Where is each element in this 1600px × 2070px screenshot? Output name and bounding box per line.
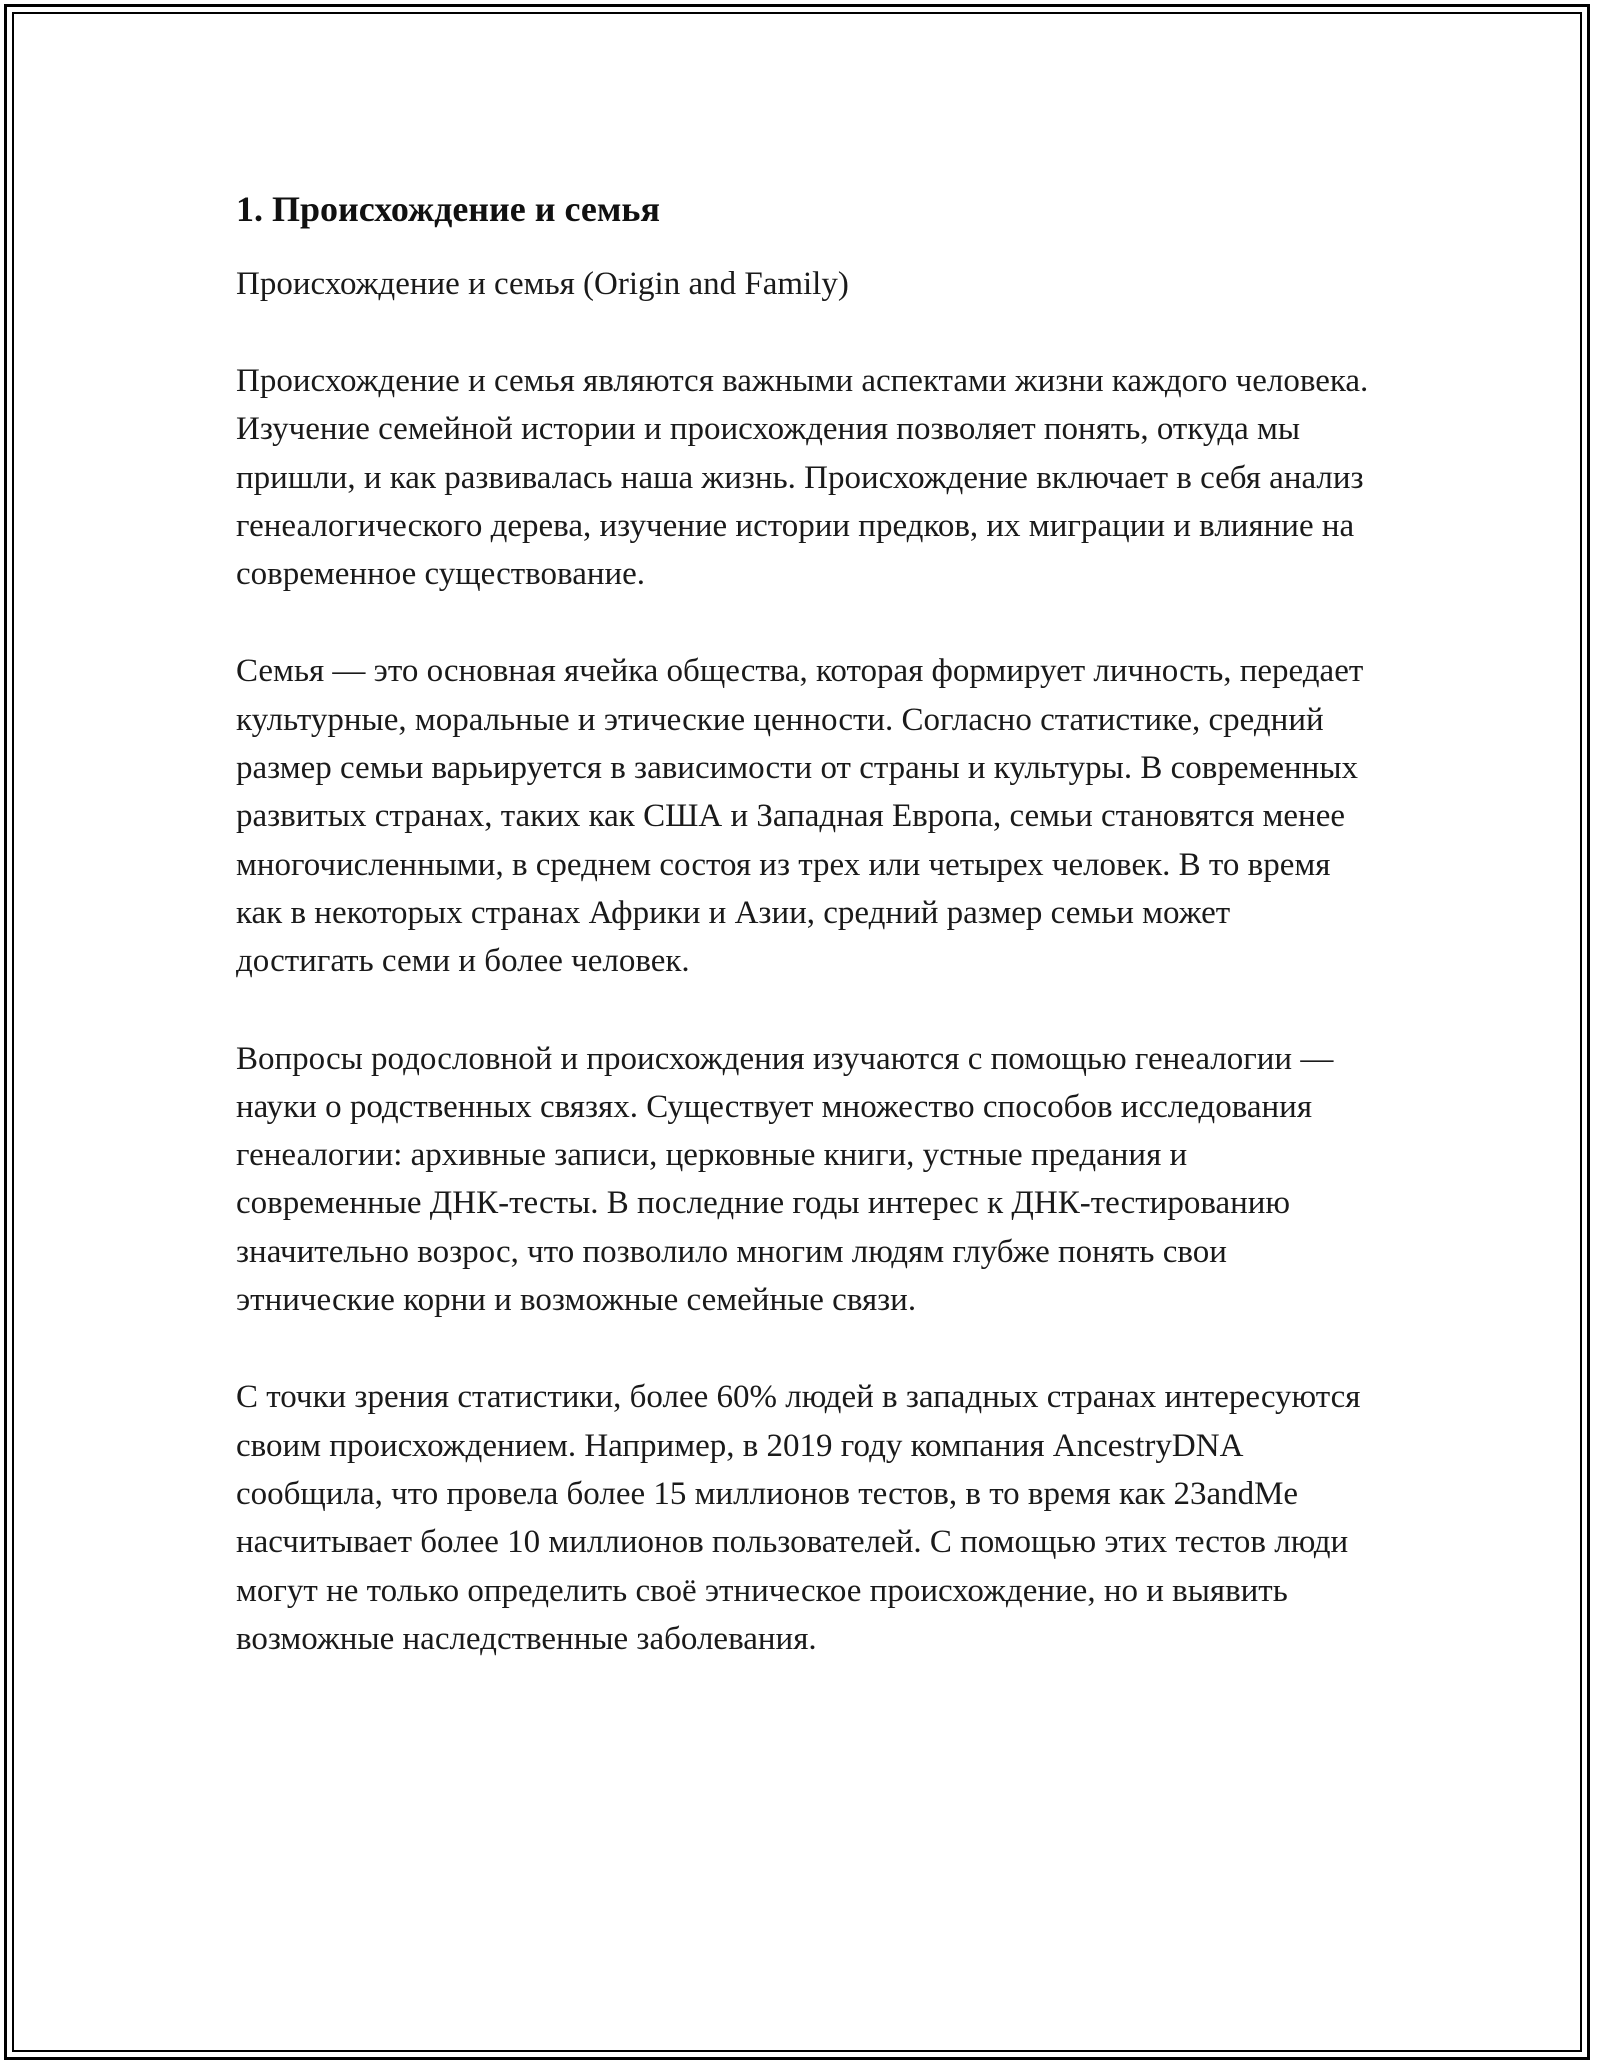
paragraph-family: Семья — это основная ячейка общества, которая формирует личность, передает культурные, моральные и этические ценности. Согласно статистике, средний размер семьи варьируется в зависимости от страны и культуры. В современных развитых странах, таких как США и Западная Европа, семьи становятся менее многочисленными, в среднем состоя из трех или четырех человек. В то время как в некоторых странах Африки и Азии, средний размер семьи может достигать семи и более человек. — [236, 653, 1364, 980]
document-body — [236, 186, 1376, 1712]
section-heading: 1. Происхождение и семья — [236, 189, 660, 229]
paragraph-genealogy: Вопросы родословной и происхождения изучаются с помощью генеалогии — науки о родственных связях. Существует множество способов исследования генеалогии: архивные записи, церковные книги, устные предания и современные ДНК-тесты. В последние годы интерес к ДНК-тестированию значительно возрос, что позволило многим людям глубже понять свои этнические корни и возможные семейные связи. — [236, 1040, 1334, 1319]
paragraph-statistics: С точки зрения статистики, более 60% людей в западных странах интересуются своим происхождением. Например, в 2019 году компания AncestryDNA сообщила, что провела более 15 миллионов тестов, в то время как 23andMe насчитывает более 10 миллионов пользователей. С помощью этих тестов люди могут не только определить своё этническое происхождение, но и выявить возможные наследственные заболевания. — [236, 1379, 1361, 1657]
section-subtitle: Происхождение и семья (Origin and Family) — [236, 266, 849, 302]
paragraph-origin: Происхождение и семья являются важными аспектами жизни каждого человека. Изучение семейной истории и происхождения позволяет понять, откуда мы пришли, и как развивалась наша жизнь. Происхождение включает в себя анализ генеалогического дерева, изучение истории предков, их миграции и влияние на современное существование. — [236, 363, 1369, 593]
